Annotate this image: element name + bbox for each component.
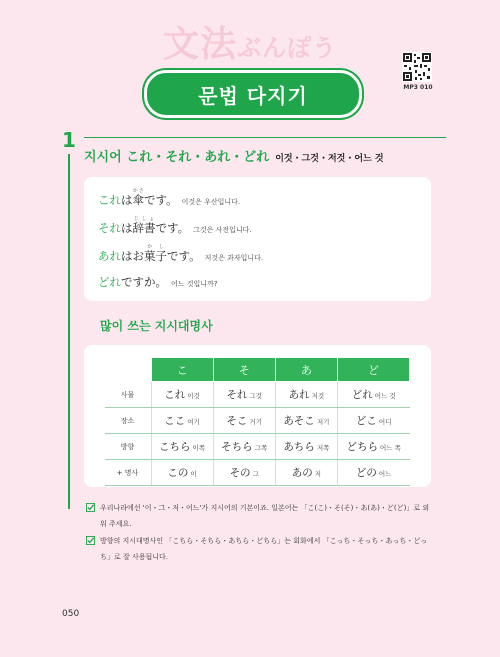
table-cell: そこ 거기 [213,408,275,434]
table-row [105,408,410,434]
table-corner [105,358,152,382]
column-header: ど [337,358,409,382]
checkbox-icon [86,503,95,512]
table-cell: ここ 여기 [151,408,213,434]
section-banner: 문법 다지기 [144,70,362,118]
row-label: 방향 [105,434,152,460]
table-cell: それ 그것 [213,382,275,408]
table-cell: こちら 이쪽 [151,434,213,460]
mp3-label: MP3 010 [403,84,433,91]
demonstrative-table-box [84,345,431,487]
demonstrative-table [104,357,410,486]
qr-code-icon[interactable] [402,52,432,82]
table-cell: この 이 [151,460,213,486]
section-title: 지시어 これ・それ・あれ・どれ 이것・그것・저것・어느 것 [84,150,384,165]
note-text: 우리나라에선 '이・그・저・어느'가 지시어의 기본이죠. 일본어는 「こ(こ)・そ(そ)・あ(あ)・ど(ど)」로 외워 주세요. [100,504,430,528]
table-row [105,434,410,460]
table-cell: どちら 어느 쪽 [337,434,409,460]
column-header: こ [151,358,213,382]
table-cell: どこ 어디 [337,408,409,434]
example-sentence: あれはお菓子かしです。 저것은 과자입니다. [98,244,264,263]
background-title: 文法ぶんぽう [162,24,337,65]
section-vertical-rule [68,154,70,509]
table-header-row [105,358,410,382]
column-header: あ [275,358,337,382]
note-text: 방향의 지시대명사인 「こちら・そちら・あちら・どちら」는 회화에서 「こっち・そっち・あっち・どっち」로 잘 사용됩니다. [100,537,428,561]
section-horizontal-rule [84,137,446,138]
section-number: 1 [62,128,76,152]
example-sentence: どれですか。 어느 것입니까? [98,275,218,289]
row-label: 장소 [105,408,152,434]
table-cell: あそこ 저기 [275,408,337,434]
section-subtitle: 이것・그것・저것・어느 것 [275,154,384,164]
example-sentence: それは辞書じしょです。 그것은 사전입니다. [98,216,252,235]
example-sentence: これは傘かさです。 이것은 우산입니다. [98,188,241,207]
checkbox-icon [86,536,95,545]
table-row [105,382,410,408]
page-number: 050 [62,609,80,619]
table-cell: あちら 저쪽 [275,434,337,460]
table-cell: そちら 그쪽 [213,434,275,460]
column-header: そ [213,358,275,382]
sub-heading: 많이 쓰는 지시대명사 [100,319,213,333]
table-cell: その 그 [213,460,275,486]
table-cell: あれ 저것 [275,382,337,408]
table-cell: これ 이것 [151,382,213,408]
row-label: + 명사 [105,460,152,486]
row-label: 사물 [105,382,152,408]
examples-box [84,177,431,301]
table-cell: どれ 어느 것 [337,382,409,408]
table-row [105,460,410,486]
table-cell: あの 저 [275,460,337,486]
table-cell: どの 어느 [337,460,409,486]
